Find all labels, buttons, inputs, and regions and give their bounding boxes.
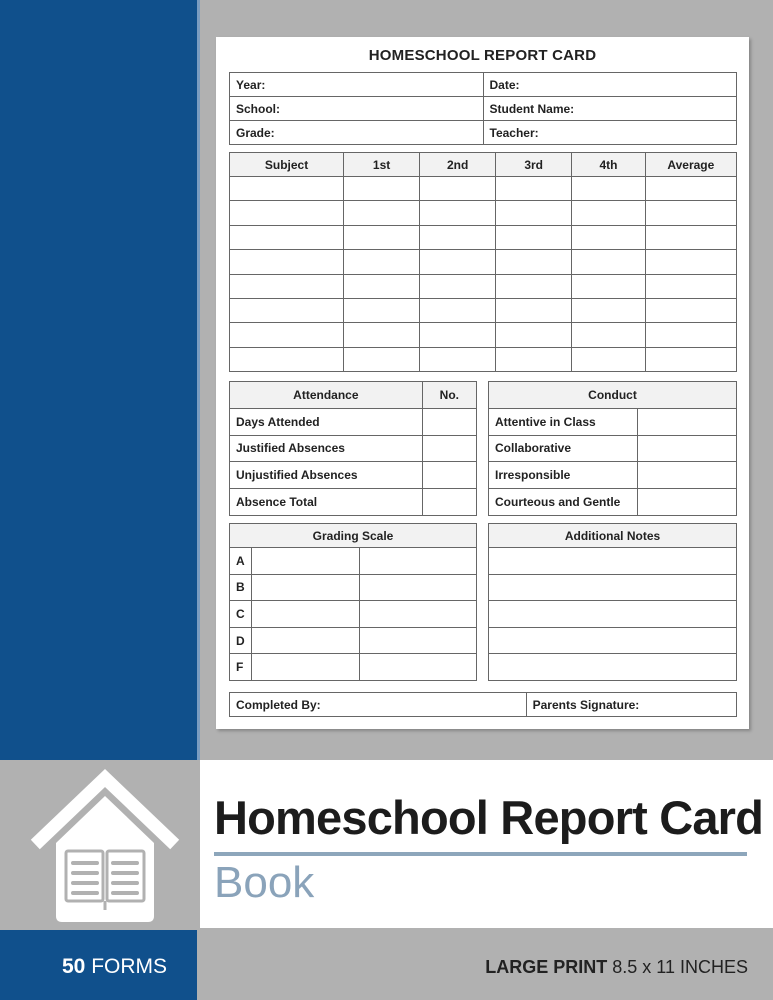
grade-cell[interactable]	[230, 347, 344, 371]
grade-cell[interactable]	[420, 347, 496, 371]
grade-cell[interactable]	[420, 201, 496, 225]
notes-line[interactable]	[489, 574, 737, 601]
grade-cell[interactable]	[344, 274, 420, 298]
grade-cell[interactable]	[344, 298, 420, 322]
grade-cell[interactable]	[572, 201, 646, 225]
grade-cell[interactable]	[645, 323, 736, 347]
forms-text: FORMS	[91, 955, 168, 978]
notes-line[interactable]	[489, 548, 737, 575]
attendance-label: Unjustified Absences	[230, 462, 423, 489]
grade-letter: F	[230, 654, 252, 681]
grade-cell[interactable]	[645, 347, 736, 371]
forms-badge	[0, 930, 197, 1000]
scale-range[interactable]	[251, 574, 360, 601]
scale-range[interactable]	[251, 654, 360, 681]
grade-cell[interactable]	[572, 323, 646, 347]
grade-cell[interactable]	[496, 250, 572, 274]
grade-cell[interactable]	[344, 250, 420, 274]
scale-range[interactable]	[251, 548, 360, 575]
col-2nd: 2nd	[420, 153, 496, 177]
grade-cell[interactable]	[420, 323, 496, 347]
scale-desc[interactable]	[360, 574, 477, 601]
grade-letter: B	[230, 574, 252, 601]
grade-cell[interactable]	[572, 298, 646, 322]
grade-cell[interactable]	[420, 274, 496, 298]
grade-cell[interactable]	[230, 298, 344, 322]
grade-cell[interactable]	[572, 250, 646, 274]
grade-cell[interactable]	[572, 225, 646, 249]
conduct-header: Conduct	[489, 382, 737, 409]
completed-by-field[interactable]: Completed By:	[230, 693, 527, 717]
conduct-label: Attentive in Class	[489, 408, 638, 435]
grade-cell[interactable]	[645, 201, 736, 225]
conduct-label: Irresponsible	[489, 462, 638, 489]
grade-cell[interactable]	[496, 274, 572, 298]
forms-count: 50	[62, 955, 86, 978]
scale-desc[interactable]	[360, 548, 477, 575]
grade-cell[interactable]	[645, 250, 736, 274]
grade-row	[230, 347, 737, 371]
grade-cell[interactable]	[496, 177, 572, 201]
grade-cell[interactable]	[572, 177, 646, 201]
attendance-table	[229, 381, 477, 516]
grade-cell[interactable]	[344, 201, 420, 225]
grade-cell[interactable]	[496, 225, 572, 249]
notes-line[interactable]	[489, 654, 737, 681]
parents-signature-field[interactable]: Parents Signature:	[526, 693, 736, 717]
grade-row	[230, 298, 737, 322]
grade-cell[interactable]	[344, 225, 420, 249]
grading-scale-table	[229, 523, 477, 681]
grade-cell[interactable]	[420, 177, 496, 201]
grade-cell[interactable]	[645, 274, 736, 298]
year-field[interactable]: Year:	[230, 73, 484, 97]
col-4th: 4th	[572, 153, 646, 177]
grade-cell[interactable]	[344, 323, 420, 347]
attendance-header: Attendance	[230, 382, 423, 409]
forms-count-label	[62, 955, 167, 979]
grade-cell[interactable]	[230, 274, 344, 298]
grade-row	[230, 323, 737, 347]
grades-table	[229, 152, 737, 372]
col-1st: 1st	[344, 153, 420, 177]
scale-desc[interactable]	[360, 601, 477, 628]
attendance-no-header: No.	[422, 382, 476, 409]
conduct-value[interactable]	[637, 408, 736, 435]
grade-row	[230, 250, 737, 274]
col-3rd: 3rd	[496, 153, 572, 177]
grade-cell[interactable]	[230, 201, 344, 225]
sheet-title: HOMESCHOOL REPORT CARD	[368, 47, 597, 64]
grade-cell[interactable]	[344, 347, 420, 371]
grade-cell[interactable]	[420, 250, 496, 274]
attendance-label: Days Attended	[230, 408, 423, 435]
conduct-value[interactable]	[637, 489, 736, 516]
grade-cell[interactable]	[572, 347, 646, 371]
notes-line[interactable]	[489, 601, 737, 628]
grade-cell[interactable]	[230, 225, 344, 249]
stripe-edge	[197, 0, 200, 760]
school-field[interactable]: School:	[230, 97, 484, 121]
house-book-icon	[20, 768, 190, 928]
grade-letter: A	[230, 548, 252, 575]
scale-range[interactable]	[251, 601, 360, 628]
scale-desc[interactable]	[360, 627, 477, 654]
grade-cell[interactable]	[420, 298, 496, 322]
title-divider	[214, 852, 747, 856]
grade-cell[interactable]	[230, 323, 344, 347]
grade-cell[interactable]	[344, 177, 420, 201]
col-average: Average	[645, 153, 736, 177]
grade-cell[interactable]	[230, 177, 344, 201]
grade-row	[230, 201, 737, 225]
grade-letter: D	[230, 627, 252, 654]
grade-field[interactable]: Grade:	[230, 121, 484, 145]
print-info-bar	[200, 930, 773, 1000]
grade-cell[interactable]	[496, 347, 572, 371]
grade-cell[interactable]	[496, 298, 572, 322]
print-size-label	[485, 957, 748, 978]
grade-cell[interactable]	[496, 323, 572, 347]
large-print-text: LARGE PRINT	[485, 957, 608, 977]
conduct-table	[488, 381, 737, 516]
attendance-value[interactable]	[422, 435, 476, 462]
attendance-label: Absence Total	[230, 489, 423, 516]
grade-cell[interactable]	[572, 274, 646, 298]
date-field[interactable]: Date:	[483, 73, 737, 97]
icon-panel	[0, 760, 197, 930]
cover-title: Homeschool Report Card	[214, 791, 764, 844]
grade-cell[interactable]	[645, 298, 736, 322]
attendance-value[interactable]	[422, 462, 476, 489]
size-text: 8.5 x 11 INCHES	[612, 957, 748, 977]
grade-cell[interactable]	[645, 177, 736, 201]
scale-desc[interactable]	[360, 654, 477, 681]
notes-header: Additional Notes	[489, 524, 737, 548]
signature-table	[229, 692, 737, 717]
grade-row	[230, 177, 737, 201]
grade-cell[interactable]	[496, 201, 572, 225]
grade-row	[230, 274, 737, 298]
conduct-value[interactable]	[637, 435, 736, 462]
grade-cell[interactable]	[230, 250, 344, 274]
student-name-field[interactable]: Student Name:	[483, 97, 737, 121]
grade-cell[interactable]	[420, 225, 496, 249]
grading-scale-header: Grading Scale	[230, 524, 477, 548]
info-table	[229, 72, 737, 145]
grade-row	[230, 225, 737, 249]
attendance-value[interactable]	[422, 408, 476, 435]
col-subject: Subject	[230, 153, 344, 177]
cover-subtitle: Book	[214, 858, 315, 907]
teacher-field[interactable]: Teacher:	[483, 121, 737, 145]
conduct-label: Collaborative	[489, 435, 638, 462]
attendance-value[interactable]	[422, 489, 476, 516]
scale-range[interactable]	[251, 627, 360, 654]
notes-line[interactable]	[489, 627, 737, 654]
title-panel	[200, 760, 773, 928]
conduct-value[interactable]	[637, 462, 736, 489]
report-card-sheet	[216, 37, 749, 729]
attendance-label: Justified Absences	[230, 435, 423, 462]
conduct-label: Courteous and Gentle	[489, 489, 638, 516]
cover-blue-stripe	[0, 0, 197, 760]
grade-cell[interactable]	[645, 225, 736, 249]
additional-notes-table	[488, 523, 737, 681]
grade-letter: C	[230, 601, 252, 628]
